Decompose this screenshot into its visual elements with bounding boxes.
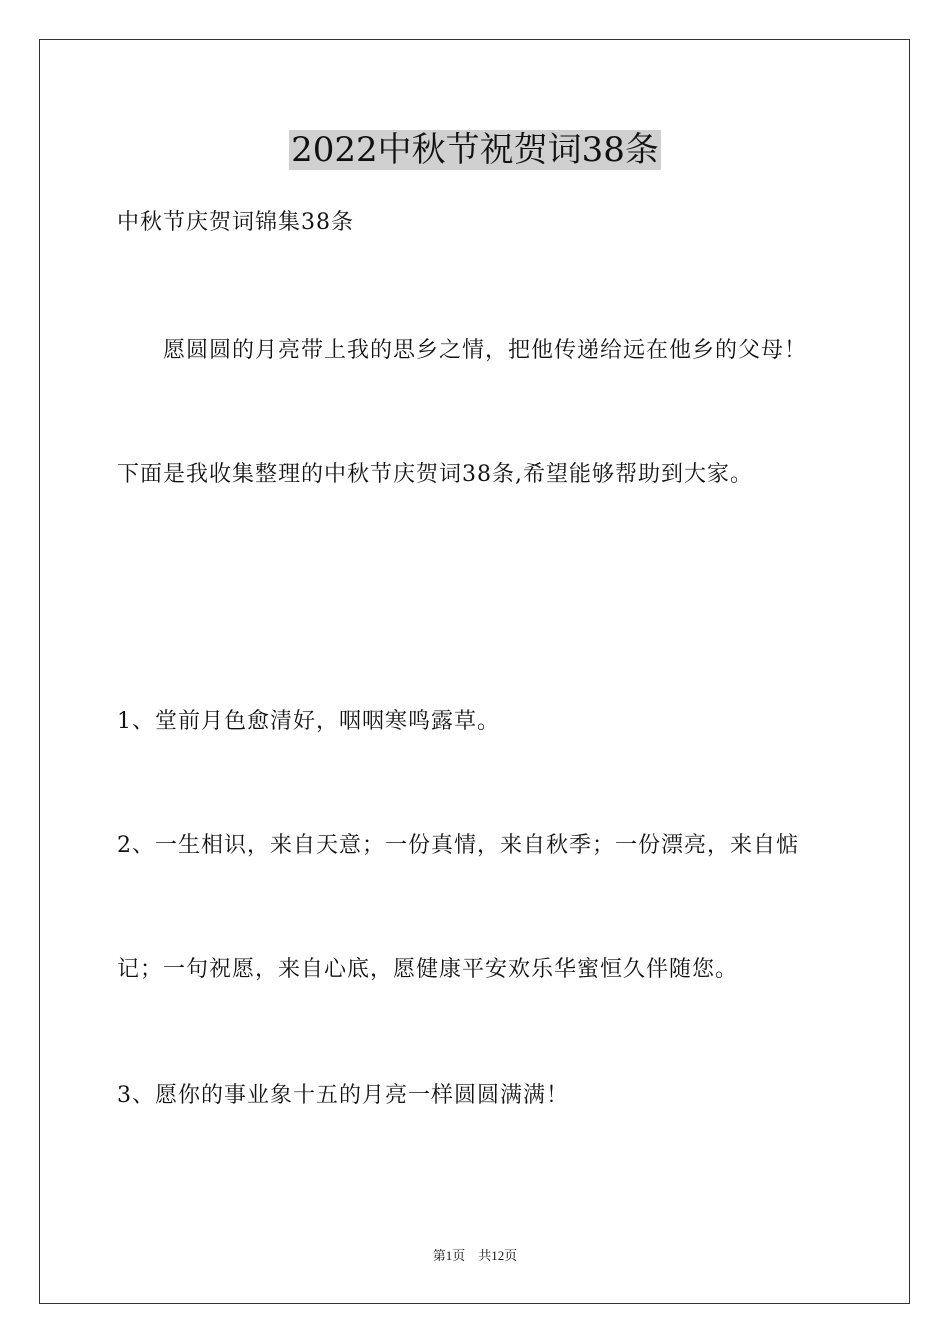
document-title-text: 2022中秋节祝贺词38条 bbox=[291, 130, 659, 170]
list-item-continuation: 记；一句祝愿，来自心底，愿健康平安欢乐华蜜恒久伴随您。 bbox=[117, 957, 739, 982]
page-number: 第1页 共12页 bbox=[432, 1248, 518, 1263]
list-item: 2、一生相识，来自天意；一份真情，来自秋季；一份漂亮，来自惦 bbox=[117, 833, 799, 858]
document-title bbox=[0, 126, 950, 174]
intro-paragraph-1: 愿圆圆的月亮带上我的思乡之情，把他传递给远在他乡的父母！ bbox=[163, 338, 808, 363]
intro-paragraph-2: 下面是我收集整理的中秋节庆贺词38条,希望能够帮助到大家。 bbox=[117, 462, 753, 487]
list-item: 3、愿你的事业象十五的月亮一样圆圆满满！ bbox=[117, 1083, 569, 1108]
document-subtitle: 中秋节庆贺词锦集38条 bbox=[117, 210, 354, 235]
list-item: 1、堂前月色愈清好，咽咽寒鸣露草。 bbox=[117, 709, 500, 734]
